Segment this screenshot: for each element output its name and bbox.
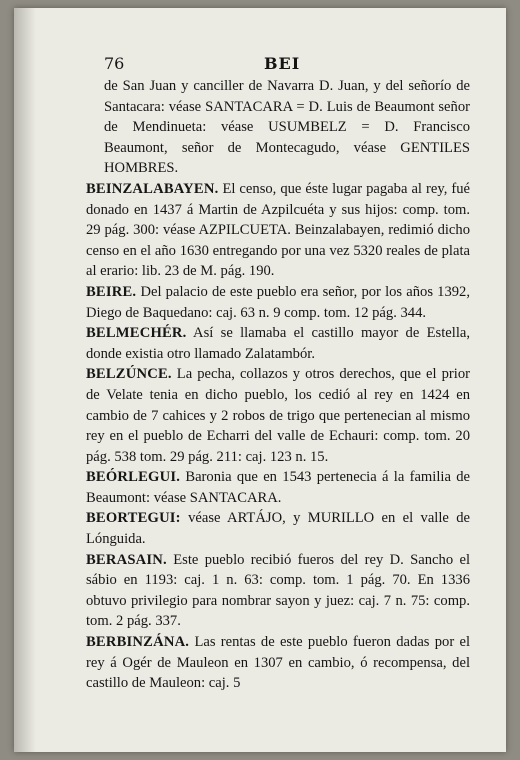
entry-headword: BEÓRLEGUI. xyxy=(86,469,181,486)
continuation-paragraph: de San Juan y canciller de Navarra D. Juan, y del señorío de Santacara: véase SANTACARA = D. Luis de Beaumont señor de Mendinueta: véase USUMBELZ = D. Francisco Beaumont, señor de Montecagudo, véase GENTILES HOMBRES. xyxy=(104,78,470,177)
running-head: BEI xyxy=(264,54,301,73)
entry-beortegui xyxy=(86,508,470,549)
entry-headword: BELZÚNCE. xyxy=(86,366,172,383)
entry-text: Del palacio de este pueblo era señor, por los años 1392, Diego de Baquedano: caj. 63 n. 9 comp. tom. 12 pág. 344. xyxy=(86,283,470,321)
dictionary-text xyxy=(86,76,470,694)
page-header xyxy=(104,52,474,76)
entry-text: El censo, que éste lugar pagaba al rey, fué donado en 1437 á Martin de Azpilcuéta y sus hijos: comp. tom. 29 pág. 300: véase AZPILCUETA. Beinzalabayen, redimió dicho censo en el año 1630 entregando por una vez 5320 reales de plata al erario: lib. 23 de M. pág. 190. xyxy=(86,180,470,280)
entry-berasain xyxy=(86,550,470,632)
entry-belzunce xyxy=(86,364,470,467)
entry-headword: BERASAIN. xyxy=(86,551,167,568)
entry-text: véase ARTÁJO, y MURILLO en el valle de Lónguida. xyxy=(86,510,470,548)
entry-beinzalabayen xyxy=(86,179,470,282)
entry-beorlegui xyxy=(86,467,470,508)
entry-headword: BERBINZÁNA. xyxy=(86,634,190,651)
entry-berbinzana xyxy=(86,632,470,694)
page-number: 76 xyxy=(104,54,125,73)
entry-headword: BEIRE. xyxy=(86,283,137,300)
entry-beire xyxy=(86,282,470,323)
book-page xyxy=(14,8,506,752)
entry-text: Así se llamaba el castillo mayor de Estella, donde existia otro llamado Zalatambór. xyxy=(86,325,470,362)
entry-headword: BELMECHÉR. xyxy=(86,325,187,342)
entry-text: Este pueblo recibió fueros del rey D. Sancho el sábio en 1193: caj. 1 n. 63: comp. tom. 1 pág. 70. En 1336 obtuvo privilegio para nombrar sayon y juez: caj. 7 n. 75: comp. tom. 2 pág. 337. xyxy=(86,551,470,630)
entry-headword: BEORTEGUI: xyxy=(86,510,181,527)
entry-text: Las rentas de este pueblo fueron dadas por el rey á Ogér de Mauleon en 1307 en cambio, ó recompensa, del castillo de Mauleon: caj. 5 xyxy=(86,634,470,692)
entry-headword: BEINZALABAYEN. xyxy=(86,180,219,197)
entry-belmecher xyxy=(86,323,470,364)
entry-text: La pecha, collazos y otros derechos, que el prior de Velate tenia en dicho pueblo, los cedió al rey en 1424 en cambio de 7 cahices y 2 robos de trigo que pertenecian al mismo rey en el pueblo de Echarri del valle de Echauri: comp. tom. 20 pág. 538 tom. 29 pág. 211: caj. 123 n. 15. xyxy=(86,366,470,465)
entry-text: Baronia que en 1543 pertenecia á la familia de Beaumont: véase SANTACARA. xyxy=(86,469,470,506)
